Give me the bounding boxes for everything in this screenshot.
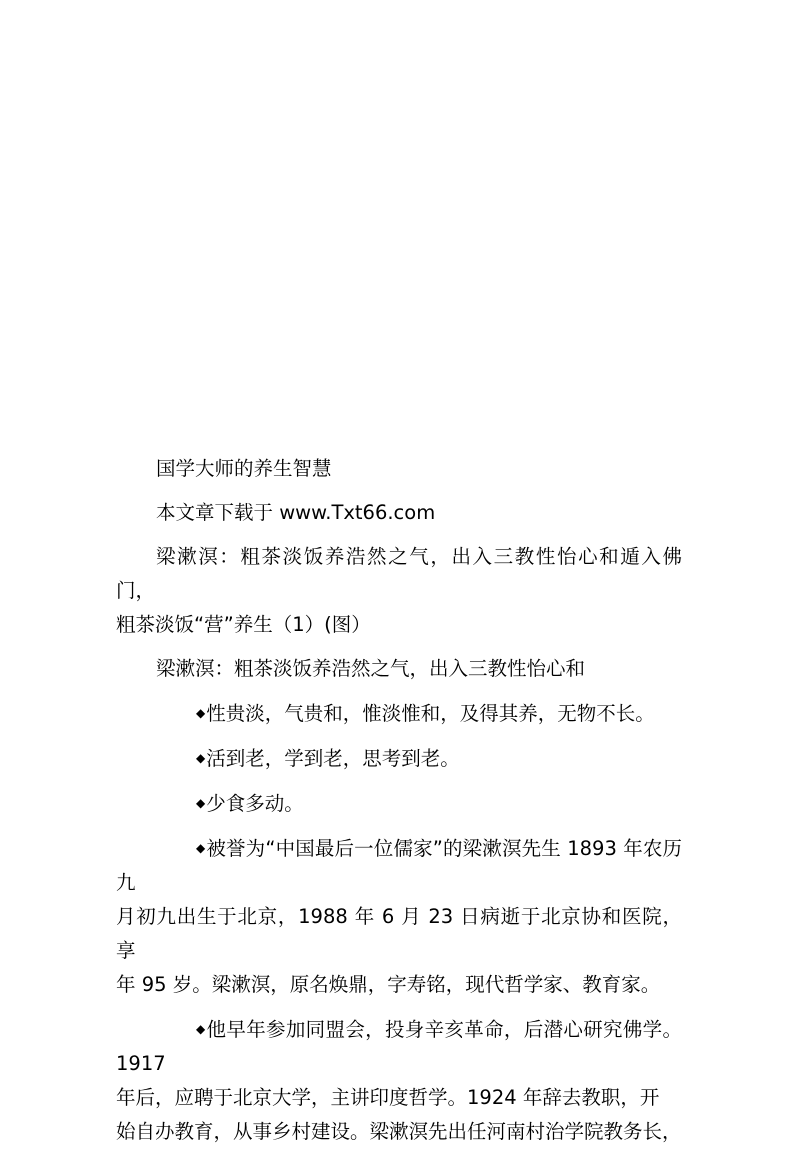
article-subheading: 梁漱溟：粗茶淡饭养浩然之气，出入三教性怡心和 <box>156 657 586 680</box>
diamond-bullet-icon: ◆ <box>196 841 206 855</box>
article-heading-line-2: 粗茶淡饭“营”养生（1）(图） <box>116 613 371 636</box>
diamond-bullet-icon: ◆ <box>196 751 206 765</box>
diamond-bullet-icon: ◆ <box>196 796 206 810</box>
source-line: 本文章下载于 www.Txt66.com <box>156 501 436 524</box>
bio-paragraph-2: ◆他早年参加同盟会，投身辛亥革命，后潜心研究佛学。1917 年后，应聘于北京大学，主讲印度哲学。1924 年辞去教职，开 始自办教育，从事乡村建设。梁漱溟先出任河南村治学院教务长， <box>116 1012 682 1149</box>
document-body <box>116 452 682 1159</box>
document-title: 国学大师的养生智慧 <box>156 457 332 480</box>
article-heading-line-1: 梁漱溟：粗茶淡饭养浩然之气，出入三教性怡心和遁入佛门， <box>116 545 682 602</box>
diamond-bullet-icon: ◆ <box>196 706 206 720</box>
bullet-item: ◆性贵淡，气贵和，惟淡惟和，及得其养，无物不长。 <box>116 696 682 731</box>
bullet-item: ◆少食多动。 <box>116 786 682 821</box>
bullet-item: ◆活到老，学到老，思考到老。 <box>116 741 682 776</box>
bio-paragraph-1: ◆被誉为“中国最后一位儒家”的梁漱溟先生 1893 年农历九 月初九出生于北京，1988 年 6 月 23 日病逝于北京协和医院，享 年 95 岁。梁漱溟，原名焕鼎，字寿铭，现代哲学家、教育家。 <box>116 831 682 1002</box>
diamond-bullet-icon: ◆ <box>196 1022 206 1036</box>
article-heading <box>116 540 682 642</box>
